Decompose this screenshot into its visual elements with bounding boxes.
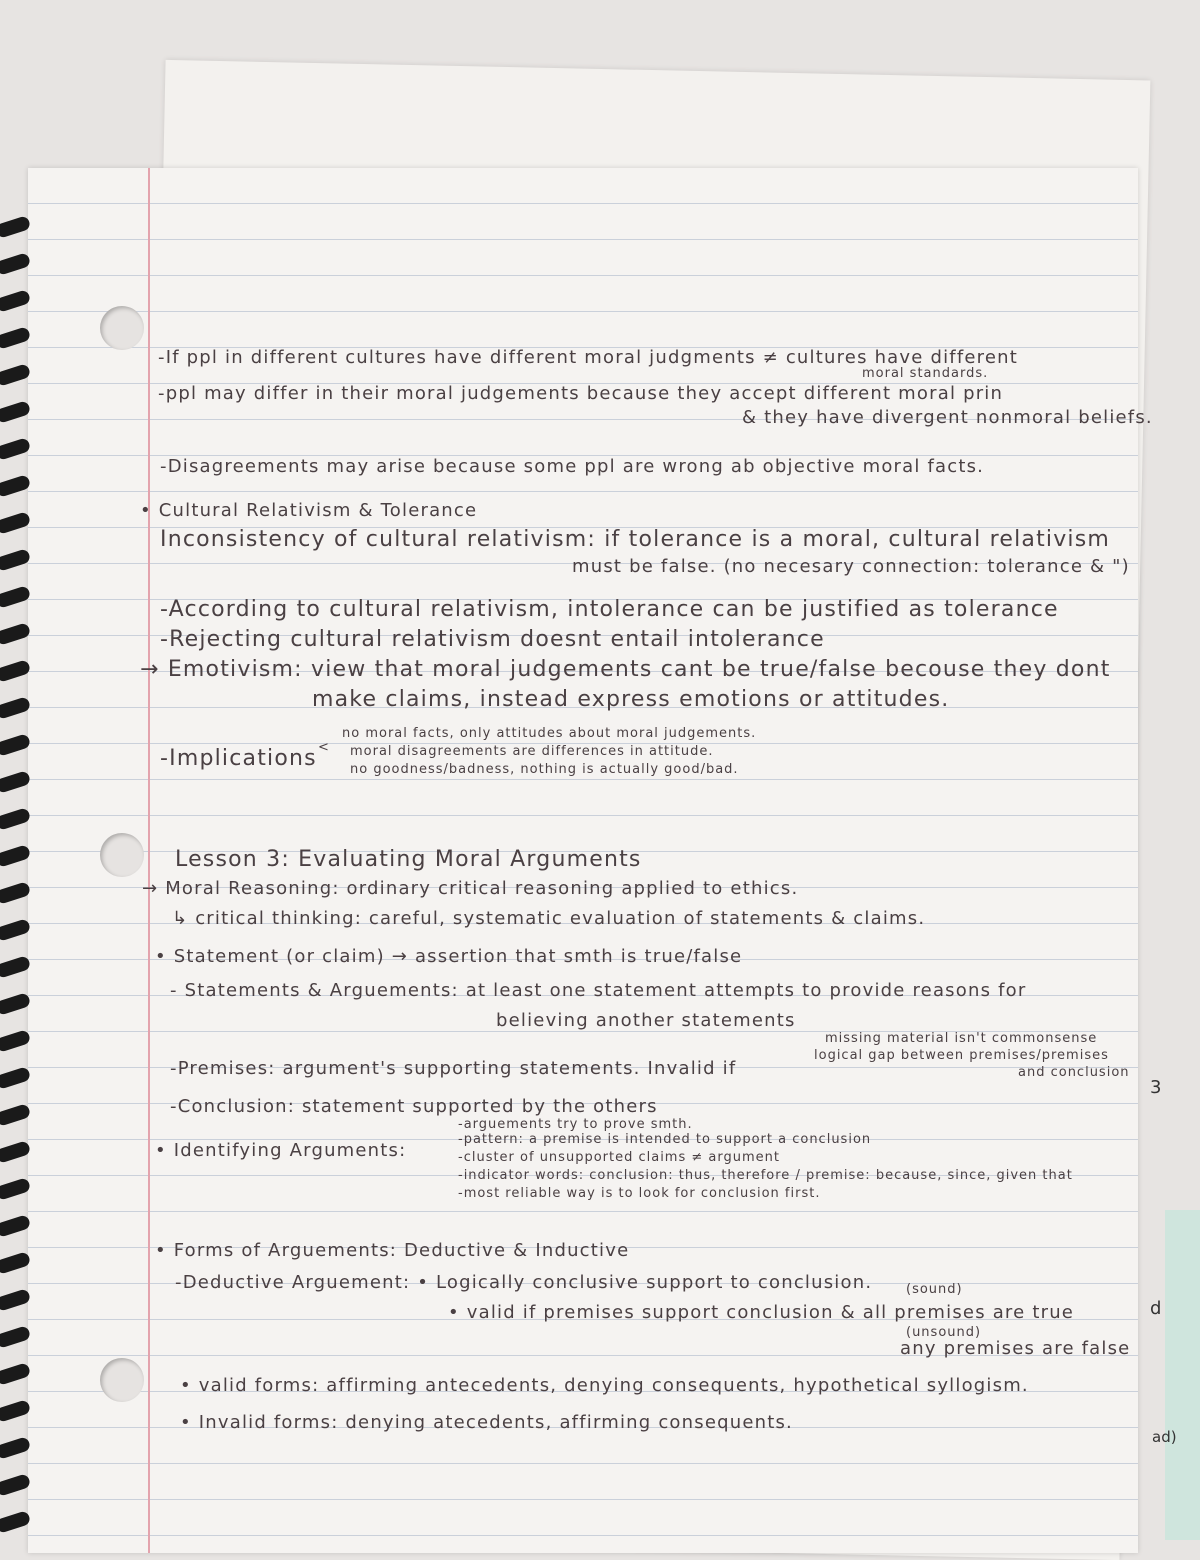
note-line: no goodness/badness, nothing is actually good/bad. [350,762,739,777]
note-line: logical gap between premises/premises [814,1048,1109,1063]
lesson-title: Lesson 3: Evaluating Moral Arguments [175,847,642,872]
note-line: missing material isn't commonsense [825,1031,1098,1046]
edge-mark: ad) [1152,1428,1177,1446]
spiral-coil [0,1177,31,1201]
note-line: any premises are false [900,1338,1131,1359]
note-line: -pattern: a premise is intended to support a conclusion [458,1132,872,1147]
punch-hole [100,833,144,877]
note-line: • Invalid forms: denying atecedents, affirming consequents. [180,1412,793,1433]
spiral-coil [0,215,31,239]
margin-line [148,168,150,1553]
spiral-coil [0,992,31,1016]
note-line: -Conclusion: statement supported by the others [170,1096,658,1117]
spiral-coil [0,326,31,350]
spiral-coil [0,1066,31,1090]
edge-mark: 3 [1150,1077,1162,1098]
note-line: -indicator words: conclusion: thus, therefore / premise: because, since, given that [458,1168,1073,1183]
note-line: -According to cultural relativism, intolerance can be justified as tolerance [160,597,1059,622]
note-line: → Emotivism: view that moral judgements cant be true/false becouse they dont [140,657,1111,682]
note-line: • valid if premises support conclusion & all premises are true [448,1302,1075,1323]
spiral-coil [0,1103,31,1127]
spiral-coil [0,696,31,720]
spiral-coil [0,659,31,683]
note-line: believing another statements [496,1010,796,1031]
note-line: • Identifying Arguments: [155,1140,407,1161]
note-line: moral standards. [862,366,989,381]
spiral-coil [0,1029,31,1053]
spiral-coil [0,1140,31,1164]
spiral-coil [0,585,31,609]
note-line: -Disagreements may arise because some ppl are wrong ab objective moral facts. [160,456,985,477]
note-line: (sound) [906,1282,963,1297]
note-line: -cluster of unsupported claims ≠ argument [458,1150,780,1165]
punch-hole [100,306,144,350]
spiral-coil [0,918,31,942]
note-line: (unsound) [906,1325,982,1340]
spiral-coil [0,1436,31,1460]
note-line: -ppl may differ in their moral judgements because they accept different moral prin [158,383,1004,404]
spiral-coil [0,955,31,979]
divider-tab [1165,1210,1200,1540]
spiral-coil [0,1214,31,1238]
note-line: no moral facts, only attitudes about moral judgements. [342,726,757,741]
note-line: -Rejecting cultural relativism doesnt entail intolerance [160,627,825,652]
punch-hole [100,1358,144,1402]
note-line: moral disagreements are differences in attitude. [350,744,714,759]
note-line: • Statement (or claim) → assertion that smth is true/false [155,946,743,967]
spiral-coil [0,363,31,387]
spiral-coil [0,1399,31,1423]
spiral-coil [0,881,31,905]
spiral-coil [0,437,31,461]
spiral-coil [0,844,31,868]
spiral-coil [0,770,31,794]
spiral-coil [0,1325,31,1349]
spiral-coil [0,807,31,831]
note-line: -most reliable way is to look for conclusion first. [458,1186,821,1201]
note-line: ↳ critical thinking: careful, systematic evaluation of statements & claims. [172,908,926,929]
spiral-coil [0,733,31,757]
spiral-coil [0,1362,31,1386]
note-line: must be false. (no necesary connection: tolerance & ") [572,556,1130,577]
spiral-coil [0,511,31,535]
edge-mark: d [1150,1298,1162,1319]
note-line: and conclusion [1018,1065,1130,1080]
spiral-coil [0,289,31,313]
spiral-coil [0,400,31,424]
note-line: -If ppl in different cultures have different moral judgments ≠ cultures have different [158,347,1018,368]
spiral-coil [0,1510,31,1534]
spiral-coil [0,1473,31,1497]
note-line: & they have divergent nonmoral beliefs. [742,407,1153,428]
note-line: • valid forms: affirming antecedents, denying consequents, hypothetical syllogism. [180,1375,1029,1396]
note-line: - Statements & Arguements: at least one statement attempts to provide reasons for [170,980,1027,1001]
spiral-coil [0,474,31,498]
note-heading: • Cultural Relativism & Tolerance [140,500,478,521]
spiral-coil [0,252,31,276]
note-line: → Moral Reasoning: ordinary critical reasoning applied to ethics. [142,878,799,899]
note-line: -Premises: argument's supporting statements. Invalid if [170,1058,737,1079]
spiral-coil [0,1251,31,1275]
spiral-coil [0,622,31,646]
note-heading: • Forms of Arguements: Deductive & Inductive [155,1240,630,1261]
spiral-coil [0,1288,31,1312]
note-line: -Deductive Arguement: • Logically conclusive support to conclusion. [175,1272,873,1293]
note-line: -arguements try to prove smth. [458,1117,693,1132]
spiral-coil [0,548,31,572]
note-line: Inconsistency of cultural relativism: if tolerance is a moral, cultural relativism [160,527,1111,552]
note-line: make claims, instead express emotions or attitudes. [312,687,950,712]
note-line: < [318,740,330,755]
note-line: -Implications [160,746,317,771]
